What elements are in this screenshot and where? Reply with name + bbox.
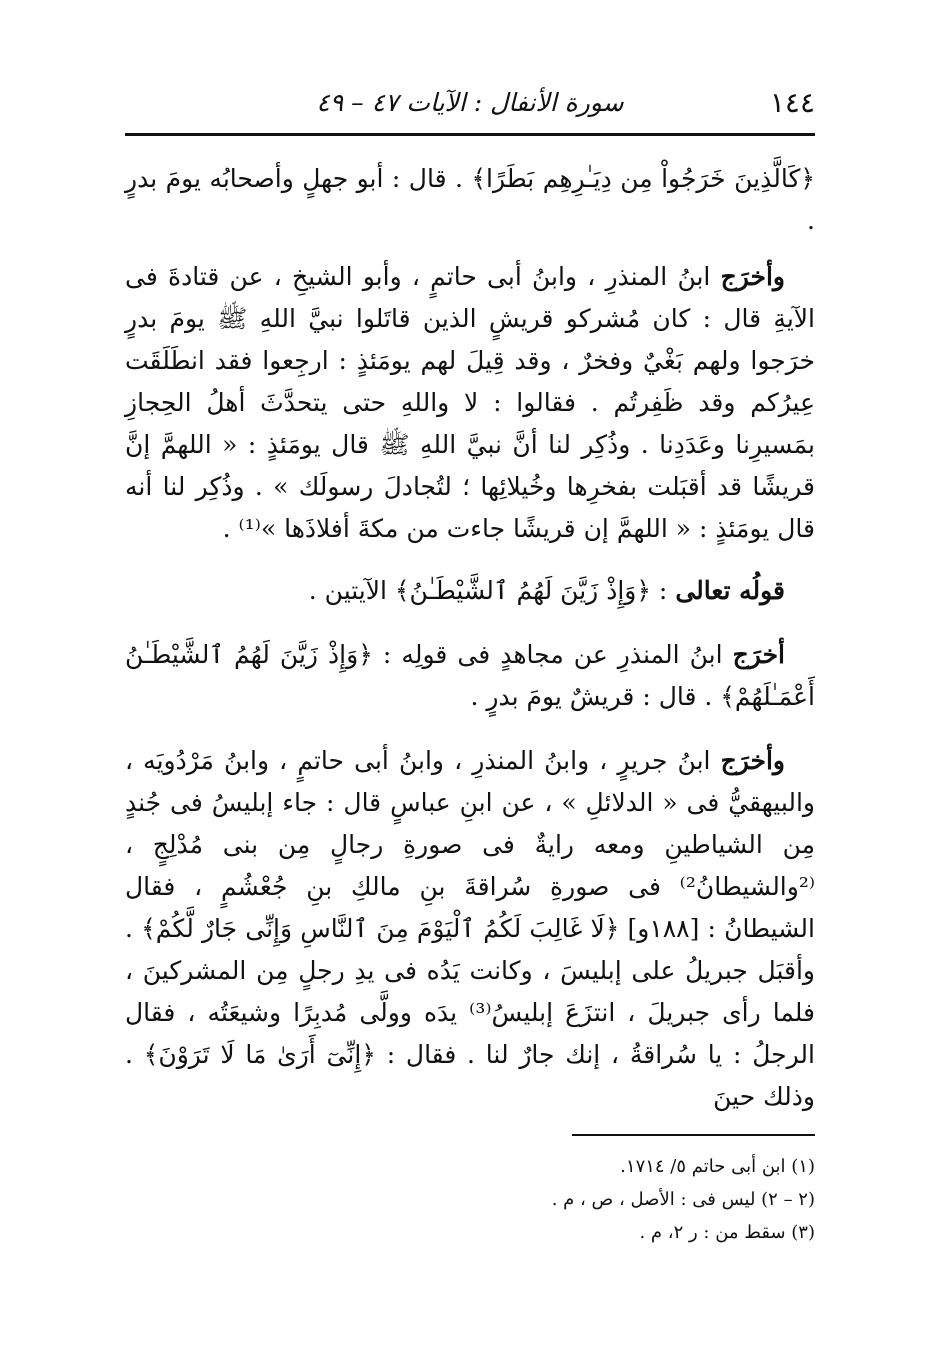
- footnotes: [125, 1150, 815, 1249]
- paragraph-lead-word: وأخرَج: [720, 746, 785, 775]
- verse-heading-text: : ﴿وَإِذْ زَيَّنَ لَهُمُ ٱلشَّيْطَـٰنُ﴾ الآيتين .: [308, 576, 676, 605]
- footnote-rule: [572, 1134, 815, 1136]
- paragraph-verse-heading: [125, 570, 815, 612]
- paragraph-text: ابنُ المنذرِ ، وابنُ أبى حاتمٍ ، وأبو الشيخِ ، عن قتادةَ فى الآيةِ قال : كان مُشركو قريشٍ الذين قاتَلوا نبيَّ اللهِ ﷺ يومَ بدرٍ خرَجوا ولهم بَغْيٌ وفخرٌ ، وقد قِيلَ لهم يومَئذٍ : ارجِعوا فقد انطَلَقَت عِيرُكم وقد ظَفِرتُم . فقالوا : لا واللهِ حتى يتحدَّثَ أهلُ الحِجازِ بمَسيرِنا وعَدَدِنا . وذُكِر لنا أنَّ نبيَّ اللهِ ﷺ قال يومَئذٍ : « اللهمَّ إنَّ قريشًا قد أقبَلت بفخرِها وخُيلائِها ؛ لتُجادلَ رسولَك » . وذُكِر لنا أنه قال يومَئذٍ : « اللهمَّ إن قريشًا جاءت من مكةَ أفلاذَها »⁽¹⁾ .: [125, 262, 815, 543]
- running-title: سورة الأنفال : الآيات ٤٧ – ٤٩: [316, 88, 624, 117]
- page-number: ١٤٤: [769, 86, 815, 119]
- paragraph-text: ابنُ جريرٍ ، وابنُ المنذرِ ، وابنُ أبى حاتمٍ ، وابنُ مَرْدُويَه ، والبيهقيُّ فى « الدلائلِ » ، عن ابنِ عباسٍ قال : جاء إبليسُ فى جُندٍ مِن الشياطينِ ومعه رايةٌ فى صورةِ رجالٍ مِن بنى مُدْلِجٍ ، ⁽²والشيطانُ²⁾ فى صورةِ سُراقةَ بنِ مالكِ بنِ جُعْشُمٍ ، فقال الشيطانُ : [١٨٨و] ﴿لَا غَالِبَ لَكُمُ ٱلْيَوْمَ مِنَ ٱلنَّاسِ وَإِنِّى جَارٌ لَّكُمْ﴾ . وأقبَل جبريلُ على إبليسَ ، وكانت يَدُه فى يدِ رجلٍ مِن المشركينَ ، فلما رأى جبريلَ ، انتزَعَ إبليسُ⁽³⁾ يدَه وولَّى مُدبِرًا وشيعَتُه ، فقال الرجلُ : يا سُراقةُ ، إنك جارٌ لنا . فقال : ﴿إِنِّىٓ أَرَىٰ مَا لَا تَرَوْنَ﴾ . وذلك حينَ: [125, 746, 815, 1111]
- footnote-3: (٣) سقط من : ر ٢، م .: [639, 1222, 815, 1243]
- paragraph-lead-word: وأخرَج: [720, 262, 785, 291]
- footnote-1: (١) ابن أبى حاتم ٥/ ١٧١٤.: [620, 1156, 815, 1177]
- paragraph-text: ابنُ المنذرِ عن مجاهدٍ فى قولِه : ﴿وَإِذْ زَيَّنَ لَهُمُ ٱلشَّيْطَـٰنُ أَعْمَـٰلَهُمْ﴾ . قال : قريشٌ يومَ بدرٍ .: [125, 640, 815, 711]
- header-rule: [125, 133, 815, 136]
- paragraph-mujahid: [125, 634, 815, 718]
- paragraph-ibn-abbas: [125, 740, 815, 1118]
- page-header: [125, 76, 815, 126]
- verse-heading-lead: قولُه تعالى: [675, 576, 785, 605]
- footnote-2: (٢ – ٢) ليس فى : الأصل ، ص ، م .: [551, 1189, 815, 1210]
- paragraph-lead-word: أخرَج: [732, 640, 785, 669]
- paragraph-verse-intro: ﴿كَالَّذِينَ خَرَجُواْ مِن دِيَـٰرِهِم بَطَرًا﴾ . قال : أبو جهلٍ وأصحابُه يومَ بدرٍ .: [125, 164, 815, 235]
- main-text: [125, 158, 815, 1118]
- paragraph-qatada: [125, 256, 815, 550]
